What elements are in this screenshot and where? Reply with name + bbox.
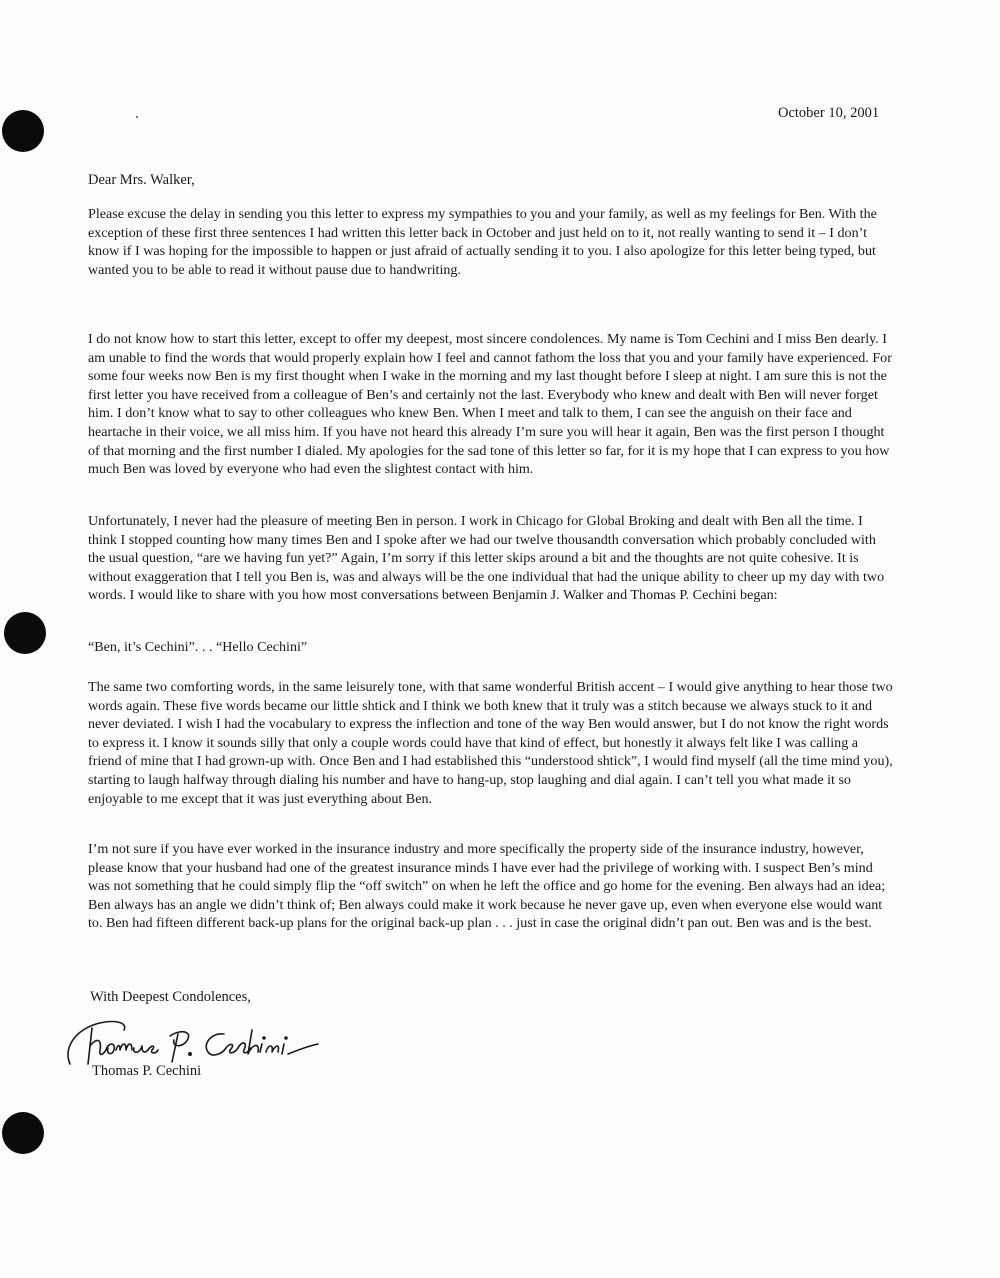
salutation: Dear Mrs. Walker, <box>88 172 195 188</box>
closing: With Deepest Condolences, <box>90 989 251 1005</box>
paragraph-apology: Please excuse the delay in sending you this letter to express my sympathies to you and your family, as well as my feelings for Ben. With the exception of these first three sentences I had written this letter back in October and just held on to it, not really wanting to send it – I don’t know if I was hoping for the impossible to happen or just afraid of actually sending it to you. I also apologize for this letter being typed, but wanted you to be able to read it without pause due to handwriting. <box>88 206 877 278</box>
paragraph-shtick: The same two comforting words, in the same leisurely tone, with that same wonderful British accent – I would give anything to hear those two words again. These five words became our little shtick and I think we both knew that it truly was a stitch because we always stuck to it and never deviated. I wish I had the vocabulary to express the inflection and tone of the way Ben would answer, but I do not know the right words to express it. I know it sounds silly that only a couple words could have that kind of effect, but honestly it always felt like I was calling a friend of mine that I had grown-up with. Once Ben and I had established this “understood shtick”, I would find myself (all the time mind you), starting to laugh halfway through dialing his number and have to hang-up, stop laughing and dial again. I can’t tell you what made it so enjoyable to me except that it was just everything about Ben. <box>88 679 893 807</box>
paragraph-condolences: I do not know how to start this letter, except to offer my deepest, most sincere condolences. My name is Tom Cechini and I miss Ben dearly. I am unable to find the words that would properly explain how I feel and cannot fathom the loss that you and your family have experienced. For some four weeks now Ben is my first thought when I wake in the morning and my last thought before I sleep at night. I am sure this is not the first letter you have received from a colleague of Ben’s and certainly not the last. Everybody who knew and dealt with Ben will never forget him. I don’t know what to say to other colleagues who knew Ben. When I meet and talk to them, I can see the anguish on their face and heartache in their voice, we all miss him. If you have not heard this already I’m sure you will hear it again, Ben was the first person I thought of that morning and the first number I dialed. My apologies for the sad tone of this letter so far, for it is my hope that I can express to you how much Ben was loved by everyone who had even the slightest contact with him. <box>88 331 892 478</box>
paragraph-never-met: Unfortunately, I never had the pleasure of meeting Ben in person. I work in Chicago for Global Broking and dealt with Ben all the time. I think I stopped counting how many times Ben and I spoke after we had our twelve thousandth conversation which probably concluded with the usual question, “are we having fun yet?” Again, I’m sorry if this letter skips around a bit and the thoughts are not quite cohesive. It is without exaggeration that I tell you Ben is, was and always will be the one individual that had the unique ability to cheer up my day with two words. I would like to share with you how most conversations between Benjamin J. Walker and Thomas P. Cechini began: <box>88 513 885 604</box>
scan-speck <box>136 116 138 118</box>
binder-hole-top <box>2 110 44 152</box>
signer-name: Thomas P. Cechini <box>92 1063 202 1079</box>
paragraph-insurance: I’m not sure if you have ever worked in the insurance industry and more specifically the property side of the insurance industry, however, please know that your husband had one of the greatest insurance minds I have ever had the privilege of working with. I suspect Ben’s mind was not something that he could simply flip the “off switch” on when he left the office and go home for the evening. Ben always had an idea; Ben always has an angle we didn’t think of; Ben always could make it work because he never gave up, even when everyone else would want to. Ben had fifteen different back-up plans for the original back-up plan . . . just in case the original didn’t pan out. Ben was and is the best. <box>88 841 886 932</box>
letter-date: October 10, 2001 <box>778 105 880 121</box>
paragraph-quote: “Ben, it’s Cechini”. . . “Hello Cechini” <box>88 639 308 655</box>
binder-hole-middle <box>4 612 46 654</box>
binder-hole-bottom <box>2 1112 44 1154</box>
